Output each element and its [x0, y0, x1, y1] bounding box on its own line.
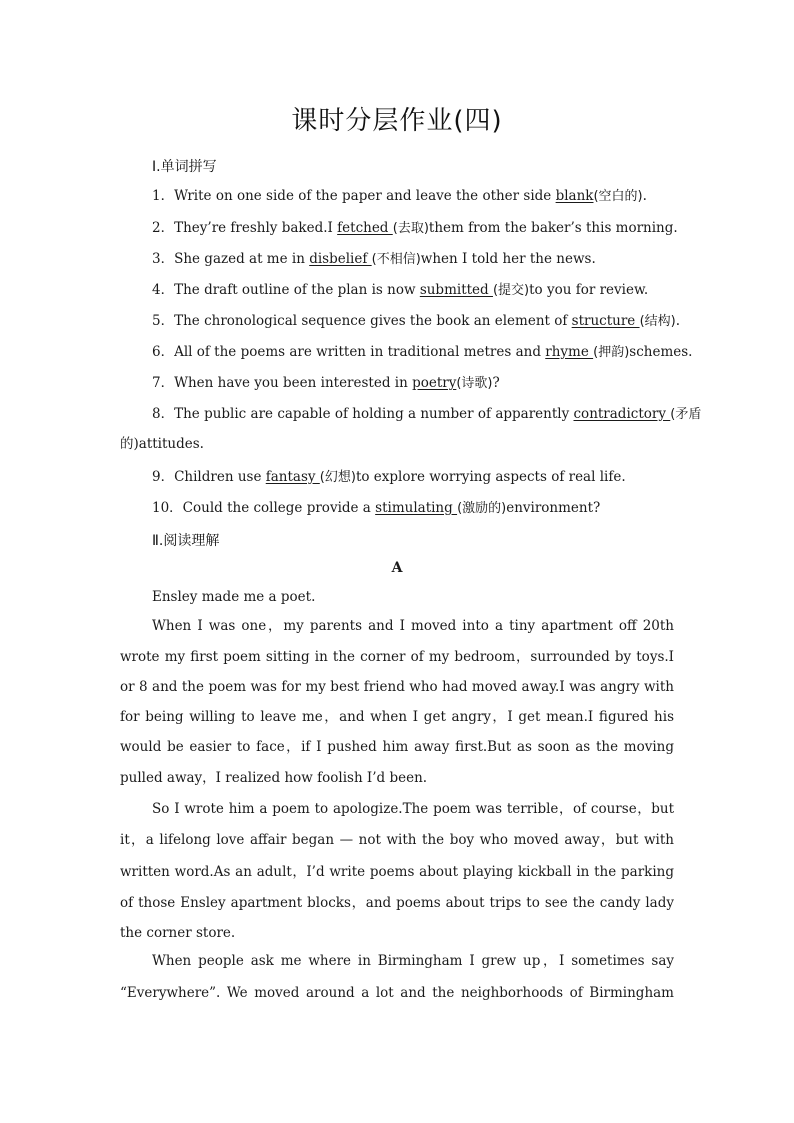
- passage-line: When people ask me where in Birmingham I grew up，I sometimes say: [152, 953, 674, 969]
- answer-word: rhyme: [545, 344, 594, 360]
- chinese-hint: (矛盾: [670, 407, 702, 422]
- spelling-item-7: [152, 373, 674, 394]
- spelling-item-8: [152, 404, 702, 425]
- chinese-hint: (激励的): [457, 501, 507, 516]
- spelling-item-3: [152, 249, 674, 270]
- item-text-end: ?: [492, 375, 500, 391]
- answer-word: submitted: [419, 282, 493, 298]
- answer-word: structure: [571, 313, 640, 329]
- spelling-item-6: [152, 342, 693, 363]
- item-text-end: to explore worrying aspects of real life.: [355, 469, 626, 485]
- passage-line: Ensley made me a poet.: [152, 589, 316, 605]
- item-text-end: .: [642, 188, 647, 204]
- item-text-end: schemes.: [629, 344, 693, 360]
- answer-word: disbelief: [309, 251, 372, 267]
- passage-line: written word.As an adult，I’d write poems about playing kickball in the parking: [120, 864, 674, 880]
- spelling-item-1: [152, 186, 674, 207]
- passage-line: would be easier to face，if I pushed him away first.But as soon as the moving: [120, 739, 674, 755]
- answer-word: contradictory: [573, 406, 671, 422]
- passage-line: pulled away，I realized how foolish I’d been.: [120, 770, 428, 786]
- item-text: 3．She gazed at me in: [152, 251, 310, 267]
- answer-word: stimulating: [375, 500, 458, 516]
- item-text: 10．Could the college provide a: [152, 500, 376, 516]
- spelling-item-10: [152, 498, 674, 519]
- item-text-end: environment?: [506, 500, 601, 516]
- item-text-end: to you for review.: [529, 282, 649, 298]
- item-text: 6．All of the poems are written in traditional metres and: [152, 344, 546, 360]
- chinese-hint: (幻想): [319, 470, 356, 485]
- item-text-end: .: [675, 313, 681, 329]
- item-8-continuation: 的)attitudes.: [120, 436, 204, 452]
- passage-line: wrote my first poem sitting in the corner of my bedroom，surrounded by toys.I: [120, 649, 674, 665]
- item-text: 7．When have you been interested in: [152, 375, 413, 391]
- item-text: 5．The chronological sequence gives the book an element of: [152, 313, 572, 329]
- spelling-item-5: [152, 311, 681, 332]
- answer-word: poetry: [412, 375, 457, 391]
- chinese-hint: (去取): [392, 221, 429, 236]
- passage-line: When I was one，my parents and I moved into a tiny apartment off 20th: [152, 618, 674, 634]
- chinese-hint: (结构): [639, 314, 676, 329]
- spelling-item-9: [152, 467, 674, 488]
- passage-line: it，a lifelong love affair began — not with the boy who moved away，but with: [120, 832, 674, 848]
- passage-line: So I wrote him a poem to apologize.The poem was terrible，of course，but: [152, 801, 674, 817]
- passage-line: “Everywhere”. We moved around a lot and the neighborhoods of Birmingham: [120, 985, 674, 1001]
- answer-word: blank: [555, 188, 594, 204]
- item-text-end: them from the baker’s this morning.: [428, 220, 678, 236]
- passage-line: the corner store.: [120, 925, 236, 941]
- item-text: 1．Write on one side of the paper and leave the other side: [152, 188, 556, 204]
- answer-word: fantasy: [265, 469, 320, 485]
- chinese-hint: (不相信): [371, 252, 421, 267]
- item-text: 9．Children use: [152, 469, 266, 485]
- page-title: 课时分层作业(四): [291, 106, 503, 136]
- item-text-end: when I told her the news.: [420, 251, 596, 267]
- section-heading-spelling: Ⅰ.单词拼写: [152, 159, 217, 175]
- chinese-hint: (空白的): [593, 189, 643, 204]
- spelling-item-2: [152, 218, 678, 239]
- spelling-item-4: [152, 280, 674, 301]
- passage-line: or 8 and the poem was for my best friend who had moved away.I was angry with: [120, 679, 674, 695]
- chinese-hint: (押韵): [593, 345, 630, 360]
- item-text: 8．The public are capable of holding a number of apparently: [152, 406, 574, 422]
- chinese-hint: (提交): [492, 283, 530, 298]
- item-text: 2．They’re freshly baked.I: [152, 220, 338, 236]
- answer-word: fetched: [337, 220, 393, 236]
- section-heading-reading: Ⅱ.阅读理解: [152, 533, 220, 549]
- passage-line: of those Ensley apartment blocks，and poems about trips to see the candy lady: [120, 895, 674, 911]
- passage-label: A: [391, 560, 403, 576]
- chinese-hint: (诗歌): [456, 376, 493, 391]
- passage-line: for being willing to leave me，and when I get angry，I get mean.I figured his: [120, 709, 674, 725]
- item-text: 4．The draft outline of the plan is now: [152, 282, 420, 298]
